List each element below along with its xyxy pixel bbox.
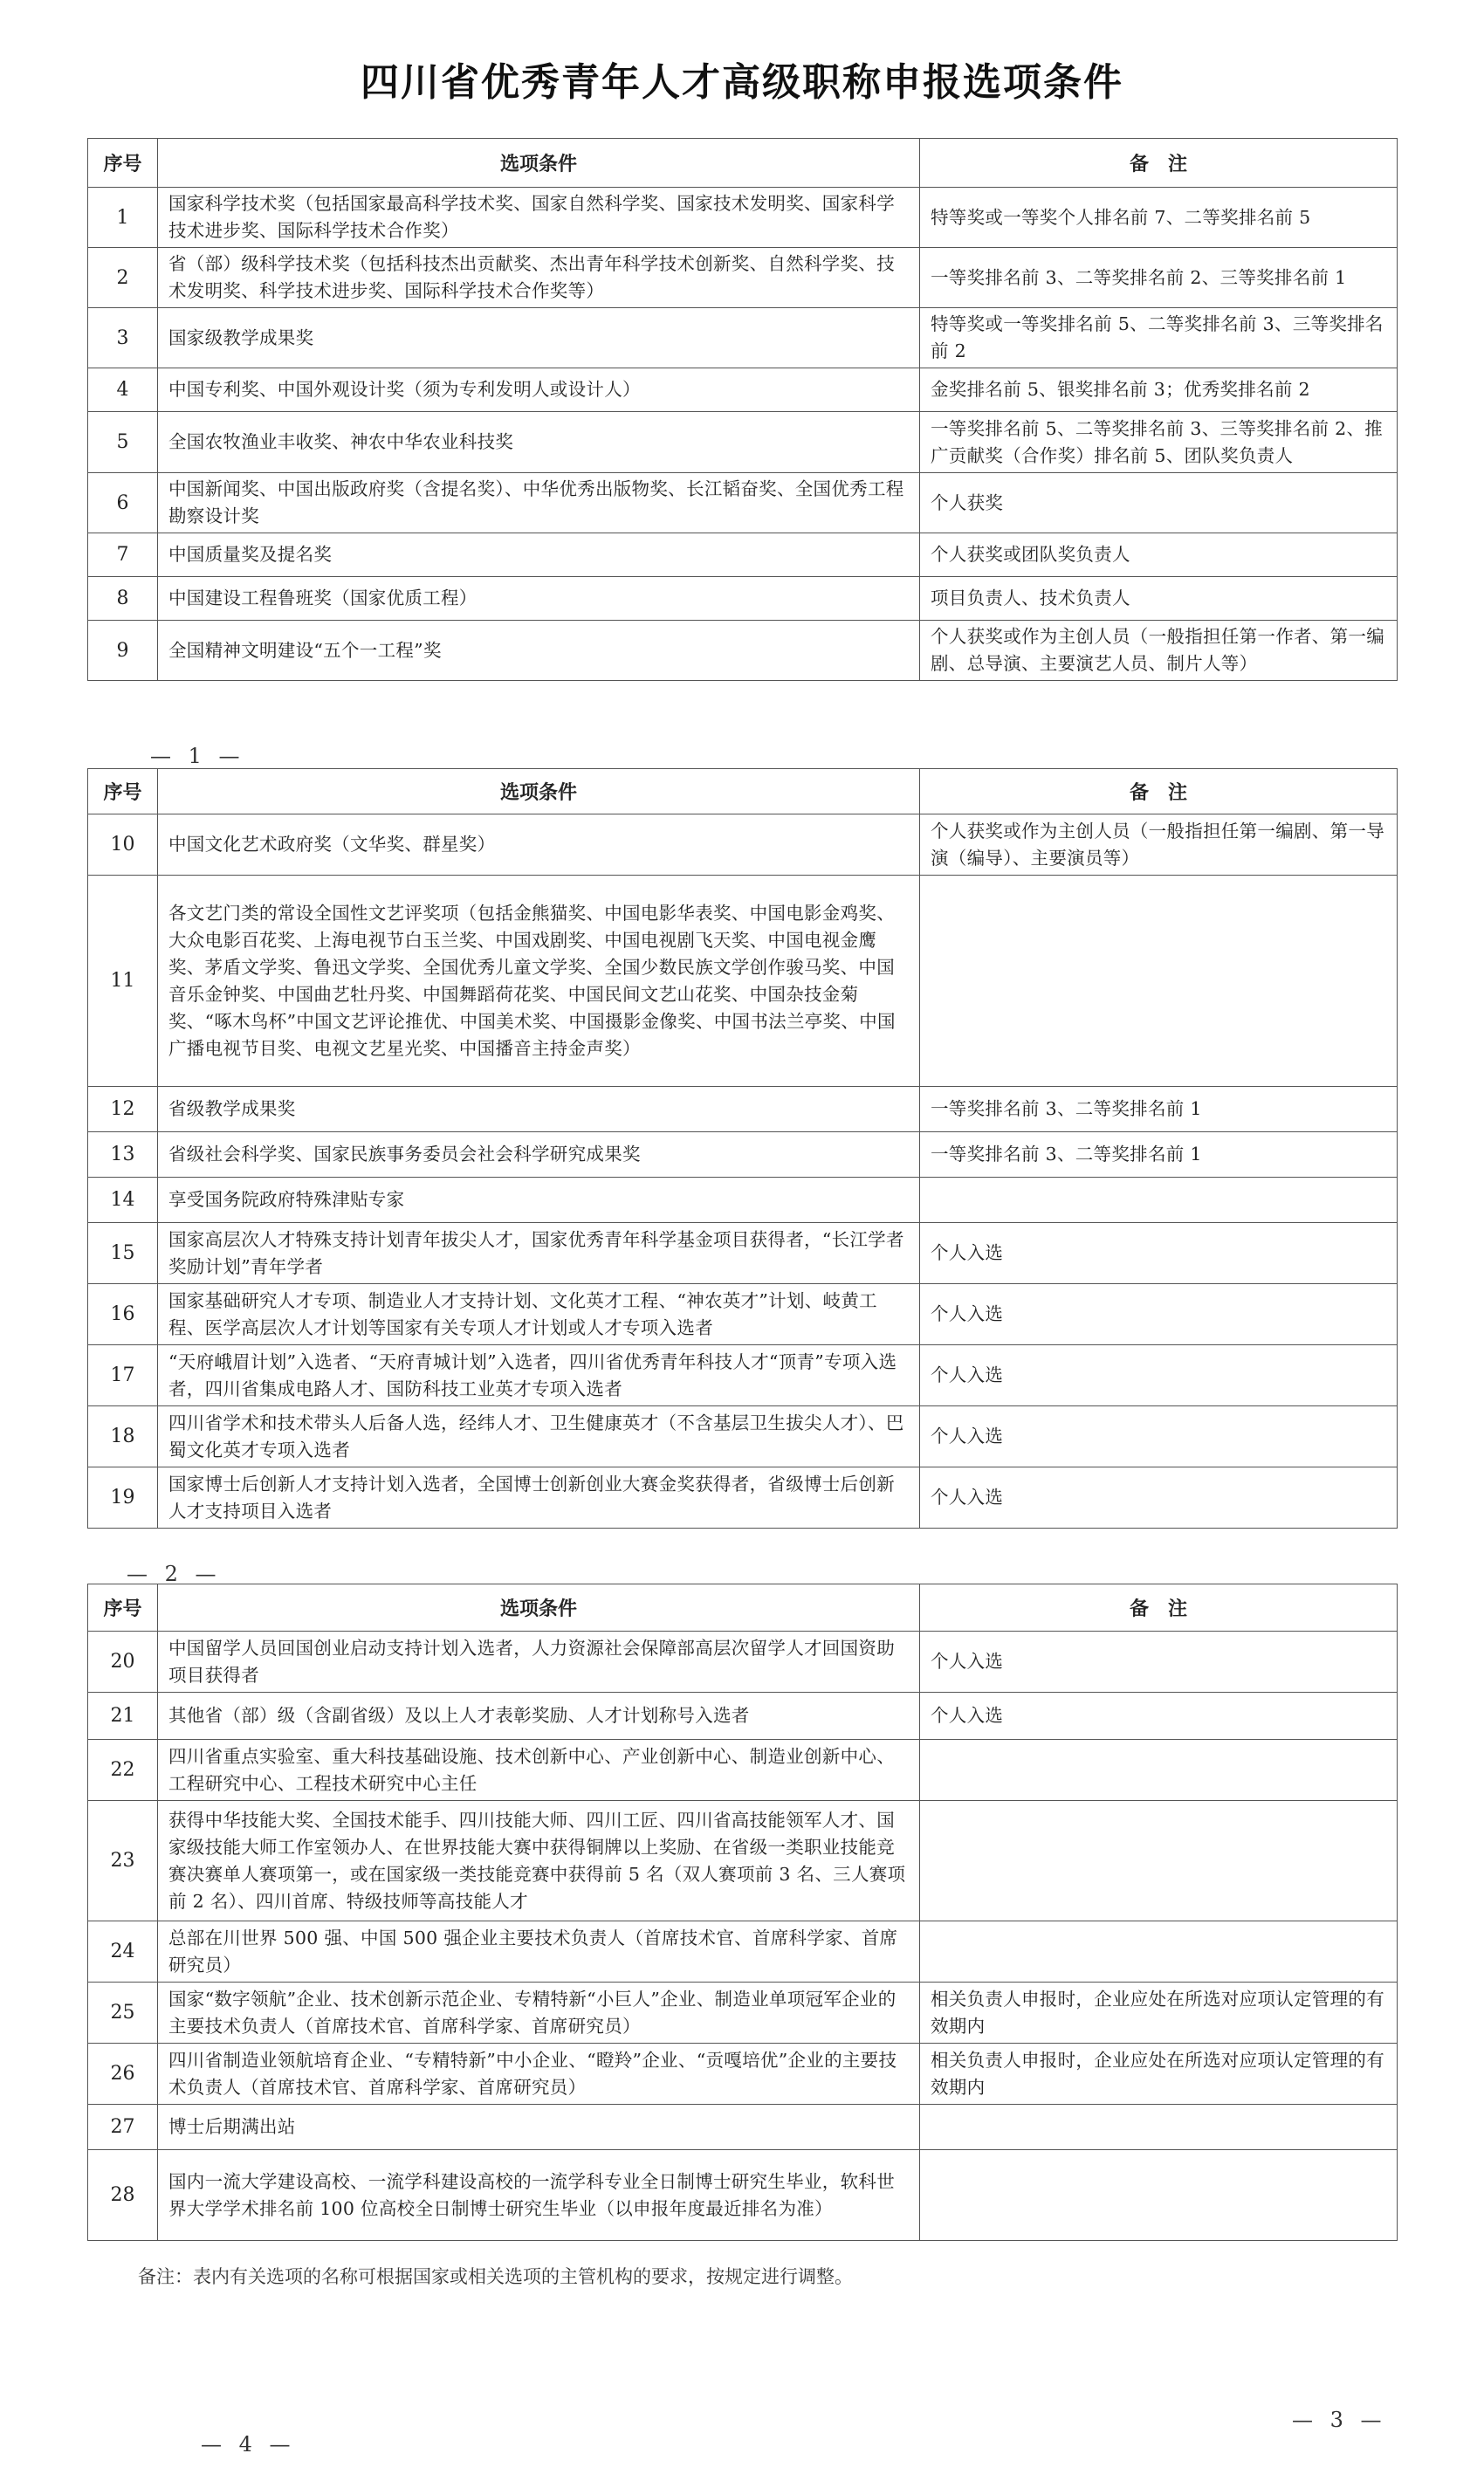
table-row <box>88 1632 1398 1693</box>
row-cond: 全国精神文明建设“五个一工程”奖 <box>158 621 920 681</box>
row-cond: 中国留学人员回国创业启动支持计划入选者，人力资源社会保障部高层次留学人才回国资助项目获得者 <box>158 1632 920 1693</box>
table-row <box>88 1740 1398 1801</box>
table-row <box>88 1983 1398 2044</box>
row-cond: 各文艺门类的常设全国性文艺评奖项（包括金熊猫奖、中国电影华表奖、中国电影金鸡奖、大众电影百花奖、上海电视节白玉兰奖、中国戏剧奖、中国电视剧飞天奖、中国电视金鹰奖、茅盾文学奖、鲁迅文学奖、全国优秀儿童文学奖、全国少数民族文学创作骏马奖、中国音乐金钟奖、中国曲艺牡丹奖、中国舞蹈荷花奖、中国民间文艺山花奖、中国杂技金菊奖、“啄木鸟杯”中国文艺评论推优、中国美术奖、中国摄影金像奖、中国书法兰亭奖、中国广播电视节目奖、电视文艺星光奖、中国播音主持金声奖） <box>158 876 920 1087</box>
row-note <box>920 2150 1398 2241</box>
row-num: 1 <box>88 188 158 248</box>
row-num: 12 <box>88 1087 158 1132</box>
header-note: 备 注 <box>920 139 1398 188</box>
table-row <box>88 814 1398 876</box>
table-block-2 <box>87 768 1397 1529</box>
row-num: 2 <box>88 248 158 308</box>
row-cond: 中国专利奖、中国外观设计奖（须为专利发明人或设计人） <box>158 368 920 412</box>
row-num: 13 <box>88 1132 158 1178</box>
page-number-1: — 1 — <box>150 744 245 768</box>
conditions-table <box>87 1584 1398 2241</box>
header-cond: 选项条件 <box>158 769 920 814</box>
row-note: 个人获奖或作为主创人员（一般指担任第一编剧、第一导演（编导）、主要演员等） <box>920 814 1398 876</box>
row-num: 27 <box>88 2105 158 2150</box>
header-num: 序号 <box>88 1584 158 1632</box>
table-block-1 <box>87 138 1397 681</box>
row-num: 10 <box>88 814 158 876</box>
table-block-3 <box>87 1584 1397 2241</box>
table-row <box>88 248 1398 308</box>
table-row <box>88 1178 1398 1223</box>
row-note <box>920 1740 1398 1801</box>
table-header-row <box>88 769 1398 814</box>
row-num: 26 <box>88 2044 158 2105</box>
table-row <box>88 1693 1398 1740</box>
page-number-2: — 2 — <box>127 1562 222 1586</box>
row-cond: 国家基础研究人才专项、制造业人才支持计划、文化英才工程、“神农英才”计划、岐黄工程、医学高层次人才计划等国家有关专项人才计划或人才专项入选者 <box>158 1284 920 1345</box>
row-note <box>920 2105 1398 2150</box>
row-note: 个人入选 <box>920 1345 1398 1406</box>
conditions-table <box>87 768 1398 1529</box>
header-num: 序号 <box>88 769 158 814</box>
page-title: 四川省优秀青年人才高级职称申报选项条件 <box>361 60 1123 105</box>
row-note: 特等奖或一等奖排名前 5、二等奖排名前 3、三等奖排名前 2 <box>920 308 1398 368</box>
row-note <box>920 1178 1398 1223</box>
row-cond: 全国农牧渔业丰收奖、神农中华农业科技奖 <box>158 412 920 473</box>
table-row <box>88 2105 1398 2150</box>
row-num: 15 <box>88 1223 158 1284</box>
row-cond: 中国文化艺术政府奖（文华奖、群星奖） <box>158 814 920 876</box>
row-cond: “天府峨眉计划”入选者、“天府青城计划”入选者，四川省优秀青年科技人才“顶青”专项入选者，四川省集成电路人才、国防科技工业英才专项入选者 <box>158 1345 920 1406</box>
row-note: 个人获奖 <box>920 473 1398 533</box>
row-note: 个人入选 <box>920 1467 1398 1529</box>
table-row <box>88 2150 1398 2241</box>
header-note: 备 注 <box>920 769 1398 814</box>
table-row <box>88 308 1398 368</box>
header-cond: 选项条件 <box>158 139 920 188</box>
row-cond: 中国新闻奖、中国出版政府奖（含提名奖）、中华优秀出版物奖、长江韬奋奖、全国优秀工程勘察设计奖 <box>158 473 920 533</box>
row-note <box>920 1921 1398 1983</box>
row-num: 6 <box>88 473 158 533</box>
table-row <box>88 577 1398 621</box>
table-header-row <box>88 139 1398 188</box>
header-cond: 选项条件 <box>158 1584 920 1632</box>
row-note: 相关负责人申报时，企业应处在所选对应项认定管理的有效期内 <box>920 2044 1398 2105</box>
row-note: 个人入选 <box>920 1223 1398 1284</box>
row-cond: 享受国务院政府特殊津贴专家 <box>158 1178 920 1223</box>
table-row <box>88 1284 1398 1345</box>
page-number-4: — 4 — <box>201 2432 296 2457</box>
row-num: 3 <box>88 308 158 368</box>
row-note: 特等奖或一等奖个人排名前 7、二等奖排名前 5 <box>920 188 1398 248</box>
conditions-table <box>87 138 1398 681</box>
row-cond: 获得中华技能大奖、全国技术能手、四川技能大师、四川工匠、四川省高技能领军人才、国家级技能大师工作室领办人、在世界技能大赛中获得铜牌以上奖励、在省级一类职业技能竞赛决赛单人赛项第一，或在国家级一类技能竞赛中获得前 5 名（双人赛项前 3 名、三人赛项前 2 名）、四川首席、特级技师等高技能人才 <box>158 1801 920 1921</box>
row-num: 22 <box>88 1740 158 1801</box>
row-cond: 省（部）级科学技术奖（包括科技杰出贡献奖、杰出青年科学技术创新奖、自然科学奖、技术发明奖、科学技术进步奖、国际科学技术合作奖等） <box>158 248 920 308</box>
row-cond: 总部在川世界 500 强、中国 500 强企业主要技术负责人（首席技术官、首席科学家、首席研究员） <box>158 1921 920 1983</box>
header-note: 备 注 <box>920 1584 1398 1632</box>
row-note: 个人入选 <box>920 1284 1398 1345</box>
row-num: 25 <box>88 1983 158 2044</box>
table-row <box>88 1132 1398 1178</box>
row-num: 18 <box>88 1406 158 1467</box>
row-cond: 国家级教学成果奖 <box>158 308 920 368</box>
table-row <box>88 876 1398 1087</box>
table-row <box>88 2044 1398 2105</box>
row-note: 项目负责人、技术负责人 <box>920 577 1398 621</box>
page-number-3: — 3 — <box>1292 2408 1387 2432</box>
row-num: 5 <box>88 412 158 473</box>
row-num: 20 <box>88 1632 158 1693</box>
table-row <box>88 412 1398 473</box>
row-note: 一等奖排名前 3、二等奖排名前 2、三等奖排名前 1 <box>920 248 1398 308</box>
row-cond: 省级教学成果奖 <box>158 1087 920 1132</box>
row-num: 19 <box>88 1467 158 1529</box>
row-cond: 四川省重点实验室、重大科技基础设施、技术创新中心、产业创新中心、制造业创新中心、工程研究中心、工程技术研究中心主任 <box>158 1740 920 1801</box>
row-note: 个人获奖或团队奖负责人 <box>920 533 1398 577</box>
row-cond: 其他省（部）级（含副省级）及以上人才表彰奖励、人才计划称号入选者 <box>158 1693 920 1740</box>
row-cond: 四川省制造业领航培育企业、“专精特新”中小企业、“瞪羚”企业、“贡嘎培优”企业的主要技术负责人（首席技术官、首席科学家、首席研究员） <box>158 2044 920 2105</box>
row-num: 17 <box>88 1345 158 1406</box>
header-num: 序号 <box>88 139 158 188</box>
row-note: 一等奖排名前 3、二等奖排名前 1 <box>920 1087 1398 1132</box>
table-row <box>88 368 1398 412</box>
row-cond: 国家博士后创新人才支持计划入选者，全国博士创新创业大赛金奖获得者，省级博士后创新人才支持项目入选者 <box>158 1467 920 1529</box>
table-row <box>88 621 1398 681</box>
row-num: 14 <box>88 1178 158 1223</box>
row-cond: 国家科学技术奖（包括国家最高科学技术奖、国家自然科学奖、国家技术发明奖、国家科学技术进步奖、国际科学技术合作奖） <box>158 188 920 248</box>
row-num: 21 <box>88 1693 158 1740</box>
row-note: 一等奖排名前 3、二等奖排名前 1 <box>920 1132 1398 1178</box>
row-num: 16 <box>88 1284 158 1345</box>
table-header-row <box>88 1584 1398 1632</box>
table-row <box>88 533 1398 577</box>
row-cond: 国家高层次人才特殊支持计划青年拔尖人才，国家优秀青年科学基金项目获得者，“长江学者奖励计划”青年学者 <box>158 1223 920 1284</box>
row-cond: 中国建设工程鲁班奖（国家优质工程） <box>158 577 920 621</box>
table-row <box>88 188 1398 248</box>
row-cond: 四川省学术和技术带头人后备人选，经纬人才、卫生健康英才（不含基层卫生拔尖人才）、巴蜀文化英才专项入选者 <box>158 1406 920 1467</box>
table-row <box>88 1223 1398 1284</box>
row-note: 个人入选 <box>920 1693 1398 1740</box>
table-row <box>88 1801 1398 1921</box>
row-num: 9 <box>88 621 158 681</box>
row-note: 相关负责人申报时，企业应处在所选对应项认定管理的有效期内 <box>920 1983 1398 2044</box>
row-cond: 国家“数字领航”企业、技术创新示范企业、专精特新“小巨人”企业、制造业单项冠军企业的主要技术负责人（首席技术官、首席科学家、首席研究员） <box>158 1983 920 2044</box>
row-cond: 省级社会科学奖、国家民族事务委员会社会科学研究成果奖 <box>158 1132 920 1178</box>
row-num: 28 <box>88 2150 158 2241</box>
row-note: 一等奖排名前 5、二等奖排名前 3、三等奖排名前 2、推广贡献奖（合作奖）排名前 5、团队奖负责人 <box>920 412 1398 473</box>
table-row <box>88 1467 1398 1529</box>
row-num: 7 <box>88 533 158 577</box>
row-cond: 国内一流大学建设高校、一流学科建设高校的一流学科专业全日制博士研究生毕业，软科世界大学学术排名前 100 位高校全日制博士研究生毕业（以申报年度最近排名为准） <box>158 2150 920 2241</box>
table-row <box>88 1345 1398 1406</box>
row-note: 个人入选 <box>920 1406 1398 1467</box>
row-cond: 中国质量奖及提名奖 <box>158 533 920 577</box>
row-note: 个人入选 <box>920 1632 1398 1693</box>
row-num: 24 <box>88 1921 158 1983</box>
table-row <box>88 1087 1398 1132</box>
row-cond: 博士后期满出站 <box>158 2105 920 2150</box>
table-row <box>88 1406 1398 1467</box>
row-num: 8 <box>88 577 158 621</box>
row-num: 11 <box>88 876 158 1087</box>
row-num: 4 <box>88 368 158 412</box>
row-num: 23 <box>88 1801 158 1921</box>
row-note: 金奖排名前 5、银奖排名前 3；优秀奖排名前 2 <box>920 368 1398 412</box>
table-row <box>88 1921 1398 1983</box>
table-footnote: 备注：表内有关选项的名称可根据国家或相关选项的主管机构的要求，按规定进行调整。 <box>138 2266 853 2287</box>
row-note <box>920 876 1398 1087</box>
row-note: 个人获奖或作为主创人员（一般指担任第一作者、第一编剧、总导演、主要演艺人员、制片人等） <box>920 621 1398 681</box>
table-row <box>88 473 1398 533</box>
row-note <box>920 1801 1398 1921</box>
